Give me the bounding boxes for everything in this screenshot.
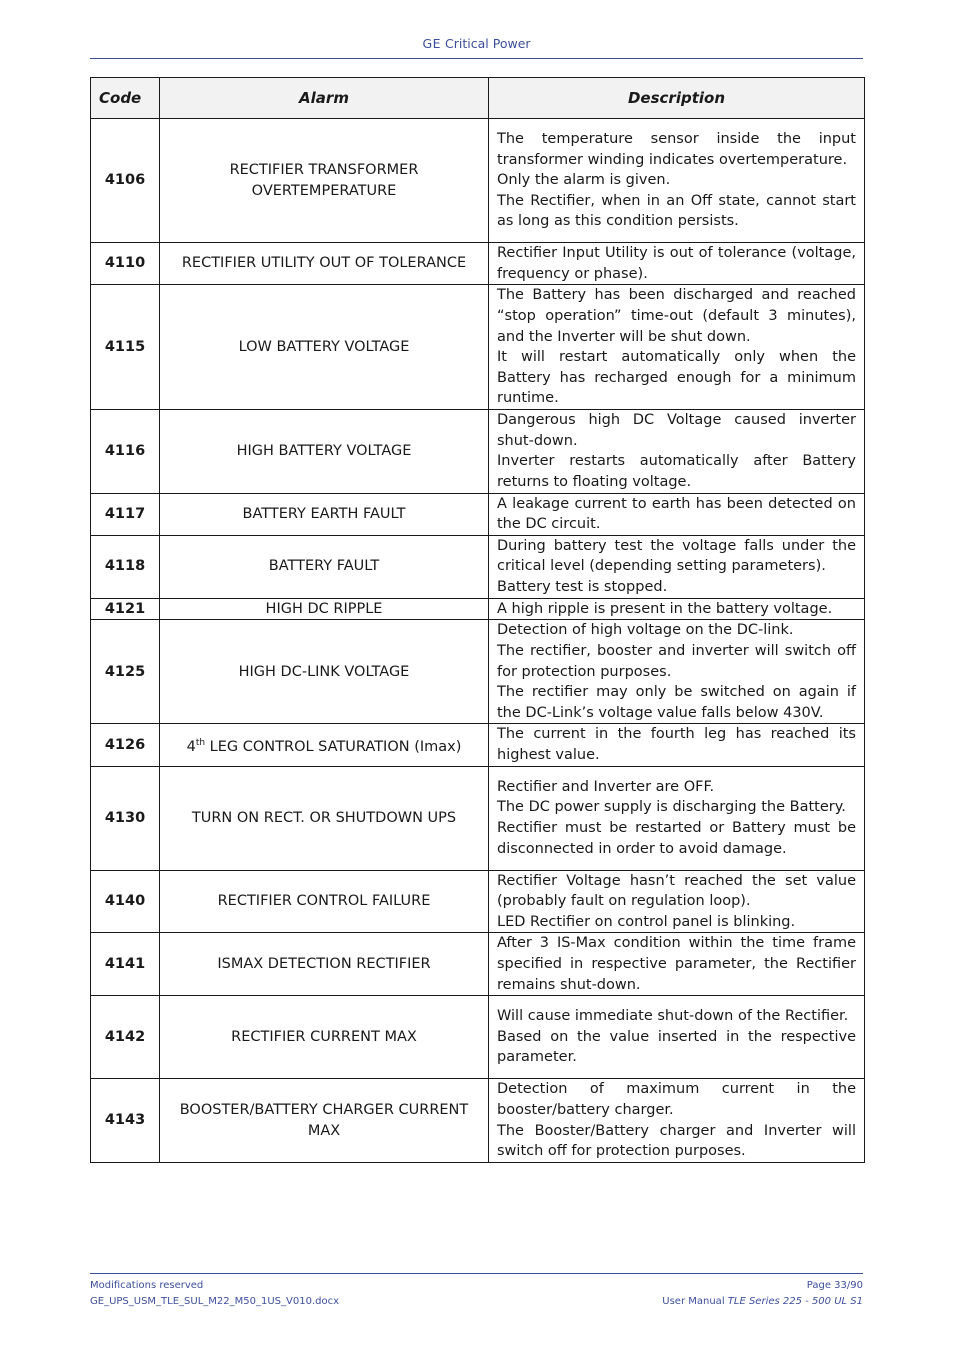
alarm-name: LOW BATTERY VOLTAGE <box>160 285 489 410</box>
alarm-name: RECTIFIER TRANSFORMER OVERTEMPERATURE <box>160 119 489 243</box>
header-description: Description <box>489 78 865 119</box>
header-title: Critical Power <box>445 36 531 51</box>
alarm-code: 4140 <box>91 870 160 933</box>
header-code: Code <box>91 78 160 119</box>
alarm-name: BATTERY EARTH FAULT <box>160 493 489 535</box>
page-footer <box>90 1273 863 1307</box>
alarm-name: RECTIFIER CONTROL FAILURE <box>160 870 489 933</box>
ge-logo-text: GE <box>422 36 442 51</box>
table-row <box>91 724 865 766</box>
alarm-name: HIGH BATTERY VOLTAGE <box>160 410 489 493</box>
alarm-name: RECTIFIER CURRENT MAX <box>160 996 489 1079</box>
table-row <box>91 119 865 243</box>
table-row <box>91 1079 865 1163</box>
alarm-description: A leakage current to earth has been detected on the DC circuit. <box>489 493 865 535</box>
alarm-description: Rectifier Input Utility is out of tolerance (voltage, frequency or phase). <box>489 243 865 285</box>
table-row <box>91 598 865 620</box>
footer-modifications: Modifications reserved <box>90 1280 204 1291</box>
page-header <box>90 36 863 59</box>
alarm-description: During battery test the voltage falls under the critical level (depending setting parameters). Battery test is stopped. <box>489 535 865 598</box>
alarm-name: 4th LEG CONTROL SATURATION (Imax) <box>160 724 489 766</box>
alarm-description: The current in the fourth leg has reached its highest value. <box>489 724 865 766</box>
alarm-description: Rectifier Voltage hasn’t reached the set value (probably fault on regulation loop). LED Rectifier on control panel is blinking. <box>489 870 865 933</box>
alarm-code: 4141 <box>91 933 160 996</box>
alarm-code: 4110 <box>91 243 160 285</box>
alarm-code: 4130 <box>91 766 160 870</box>
table-row <box>91 766 865 870</box>
table-header-row <box>91 78 865 119</box>
alarm-code: 4115 <box>91 285 160 410</box>
table-row <box>91 996 865 1079</box>
table-row <box>91 285 865 410</box>
table-row <box>91 620 865 724</box>
alarm-name: HIGH DC RIPPLE <box>160 598 489 620</box>
alarm-code: 4106 <box>91 119 160 243</box>
alarm-name: BOOSTER/BATTERY CHARGER CURRENT MAX <box>160 1079 489 1163</box>
alarm-description: The temperature sensor inside the input transformer winding indicates overtemperature. Only the alarm is given. The Rectifier, when in an Off state, cannot start as long as this condition persists. <box>489 119 865 243</box>
footer-filename: GE_UPS_USM_TLE_SUL_M22_M50_1US_V010.docx <box>90 1296 340 1307</box>
table-row <box>91 410 865 493</box>
alarm-description: Detection of maximum current in the booster/battery charger. The Booster/Battery charger and Inverter will switch off for protection purposes. <box>489 1079 865 1163</box>
table-row <box>91 493 865 535</box>
alarm-name: RECTIFIER UTILITY OUT OF TOLERANCE <box>160 243 489 285</box>
alarm-name: ISMAX DETECTION RECTIFIER <box>160 933 489 996</box>
alarm-description: The Battery has been discharged and reached “stop operation” time-out (default 3 minutes), and the Inverter will be shut down. It will restart automatically only when the Battery has recharged enough for a minimum runtime. <box>489 285 865 410</box>
table-row <box>91 243 865 285</box>
alarm-description: Dangerous high DC Voltage caused inverter shut-down. Inverter restarts automatically after Battery returns to floating voltage. <box>489 410 865 493</box>
alarm-code: 4121 <box>91 598 160 620</box>
table-row <box>91 535 865 598</box>
alarm-description: A high ripple is present in the battery voltage. <box>489 598 865 620</box>
alarm-description: After 3 IS-Max condition within the time frame specified in respective parameter, the Rectifier remains shut-down. <box>489 933 865 996</box>
alarm-name: BATTERY FAULT <box>160 535 489 598</box>
alarm-code: 4125 <box>91 620 160 724</box>
header-alarm: Alarm <box>160 78 489 119</box>
footer-manual-title: User Manual TLE Series 225 - 500 UL S1 <box>662 1296 863 1307</box>
footer-page-number: Page 33/90 <box>806 1280 863 1291</box>
alarm-description: Rectifier and Inverter are OFF. The DC power supply is discharging the Battery. Rectifier must be restarted or Battery must be disconnected in order to avoid damage. <box>489 766 865 870</box>
alarm-name: TURN ON RECT. OR SHUTDOWN UPS <box>160 766 489 870</box>
alarm-description: Will cause immediate shut-down of the Rectifier. Based on the value inserted in the respective parameter. <box>489 996 865 1079</box>
alarm-code: 4117 <box>91 493 160 535</box>
alarm-name: HIGH DC-LINK VOLTAGE <box>160 620 489 724</box>
table-row <box>91 933 865 996</box>
alarm-code: 4118 <box>91 535 160 598</box>
alarm-code: 4143 <box>91 1079 160 1163</box>
table-row <box>91 870 865 933</box>
alarm-table <box>90 77 865 1163</box>
alarm-code: 4142 <box>91 996 160 1079</box>
alarm-code: 4116 <box>91 410 160 493</box>
alarm-description: Detection of high voltage on the DC-link. The rectifier, booster and inverter will switch off for protection purposes. The rectifier may only be switched on again if the DC-Link’s voltage value falls below 430V. <box>489 620 865 724</box>
alarm-code: 4126 <box>91 724 160 766</box>
